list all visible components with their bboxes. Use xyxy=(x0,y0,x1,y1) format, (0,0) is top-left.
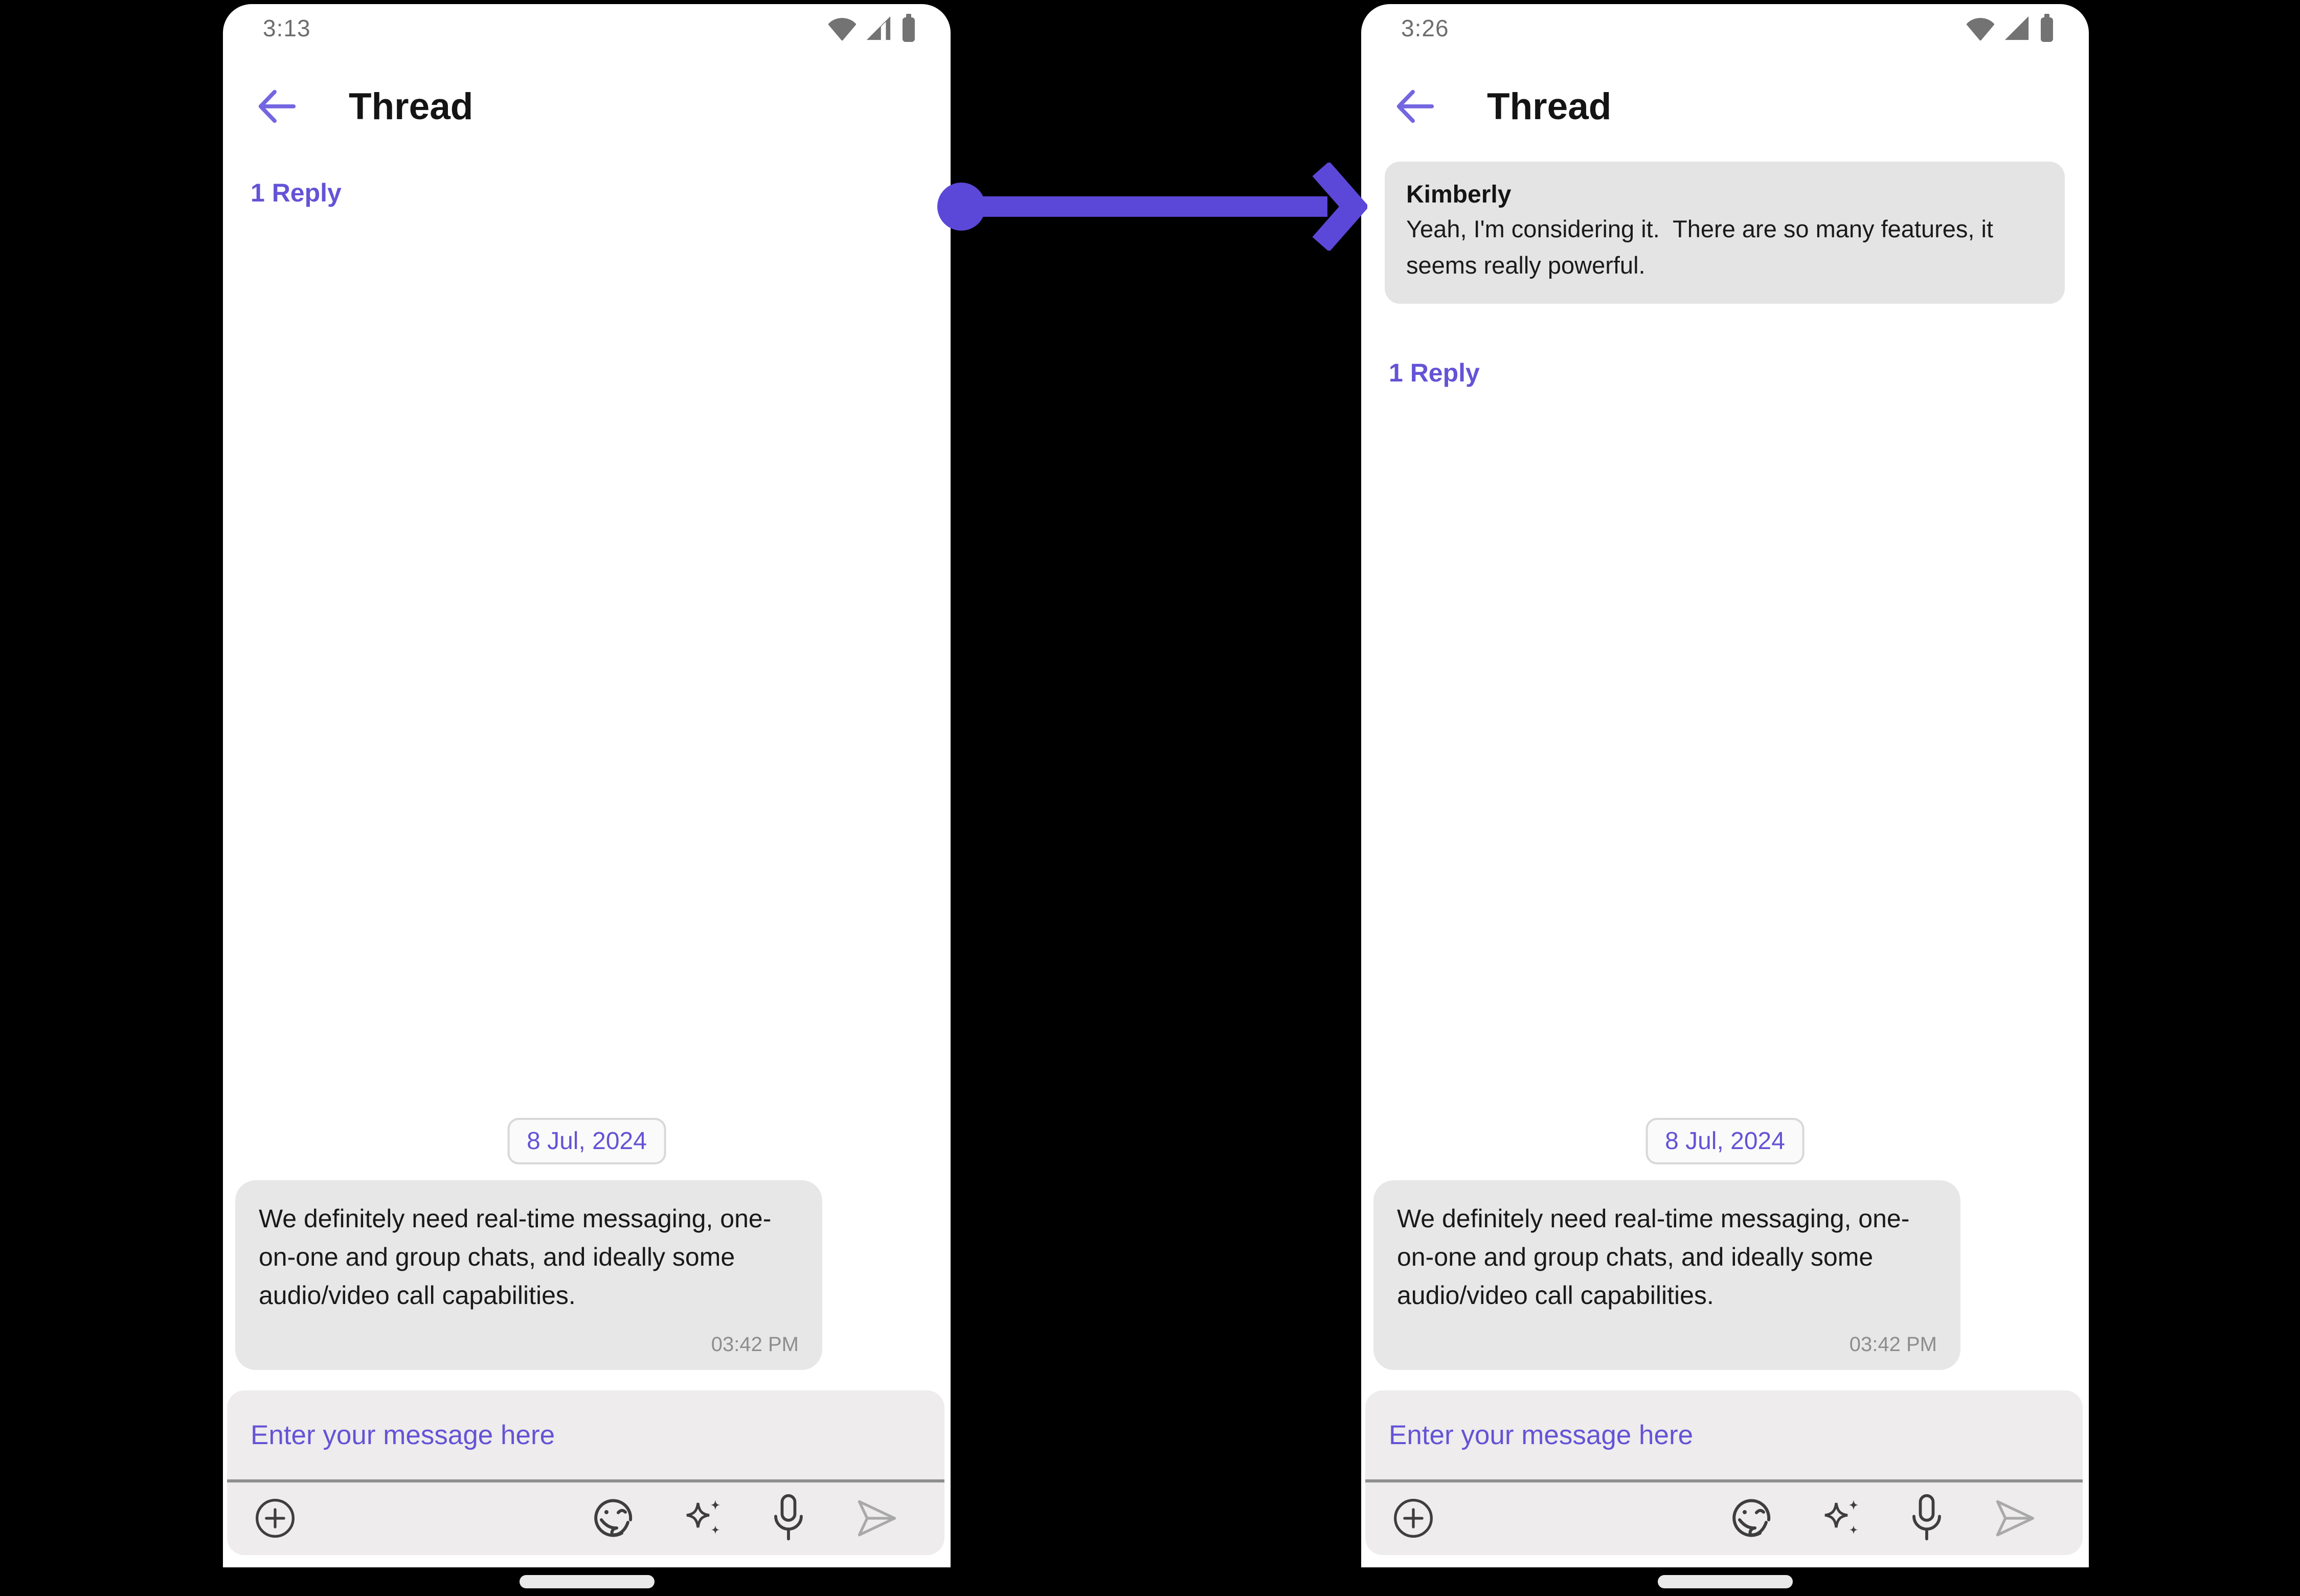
status-icons xyxy=(1966,13,2055,43)
ai-sparkle-icon[interactable] xyxy=(683,1496,724,1542)
microphone-icon[interactable] xyxy=(769,1493,808,1545)
date-chip: 8 Jul, 2024 xyxy=(507,1118,666,1164)
battery-icon xyxy=(2039,13,2055,43)
thread-message-text: Yeah, I'm considering it. There are so many features, it seems really powerful. xyxy=(1406,215,2000,279)
composer-field[interactable] xyxy=(1365,1390,2083,1479)
app-bar xyxy=(1392,75,2068,138)
message-input[interactable] xyxy=(250,1419,922,1451)
home-indicator[interactable] xyxy=(520,1575,655,1588)
cellular-signal-icon xyxy=(865,14,892,42)
sender-name: Kimberly xyxy=(1406,181,1512,208)
composer-right-icons xyxy=(1731,1493,2039,1545)
message-composer xyxy=(227,1390,944,1555)
thread-message-bubble[interactable] xyxy=(1385,162,2065,304)
send-icon[interactable] xyxy=(853,1495,900,1543)
composer-toolbar xyxy=(227,1482,944,1555)
page-title: Thread xyxy=(1487,85,1612,127)
back-arrow-icon[interactable] xyxy=(254,80,299,133)
phone-screen-before xyxy=(223,4,951,1567)
page-title: Thread xyxy=(349,85,473,127)
reply-count-link[interactable]: 1 Reply xyxy=(1389,358,1480,387)
wifi-icon xyxy=(1966,14,1995,42)
message-bubble[interactable] xyxy=(1373,1180,1960,1370)
status-time: 3:26 xyxy=(1401,15,1449,41)
send-icon[interactable] xyxy=(1992,1495,2039,1543)
add-attachment-icon[interactable] xyxy=(1392,1497,1435,1541)
phone-screen-after xyxy=(1361,4,2089,1567)
message-timestamp: 03:42 PM xyxy=(1849,1333,1937,1356)
message-text: We definitely need real-time messaging, one-on-one and group chats, and ideally some audio/video call capabilities. xyxy=(1397,1204,1910,1310)
composer-right-icons xyxy=(593,1493,900,1545)
message-text: We definitely need real-time messaging, one-on-one and group chats, and ideally some audio/video call capabilities. xyxy=(259,1204,772,1310)
status-icons xyxy=(828,13,917,43)
home-indicator[interactable] xyxy=(1658,1575,1793,1588)
app-bar xyxy=(254,75,930,138)
message-composer xyxy=(1365,1390,2083,1555)
sticker-emoji-icon[interactable] xyxy=(1731,1496,1776,1542)
ai-sparkle-icon[interactable] xyxy=(1821,1496,1862,1542)
composer-field[interactable] xyxy=(227,1390,944,1479)
battery-icon xyxy=(900,13,917,43)
status-bar xyxy=(263,10,917,46)
back-arrow-icon[interactable] xyxy=(1392,80,1437,133)
status-bar xyxy=(1401,10,2055,46)
reply-count-link[interactable]: 1 Reply xyxy=(251,178,342,207)
message-bubble[interactable] xyxy=(235,1180,822,1370)
message-input[interactable] xyxy=(1388,1419,2060,1451)
flow-arrow-icon xyxy=(935,163,1367,251)
cellular-signal-icon xyxy=(2003,14,2031,42)
wifi-icon xyxy=(828,14,856,42)
microphone-icon[interactable] xyxy=(1907,1493,1947,1545)
add-attachment-icon[interactable] xyxy=(254,1497,297,1541)
sticker-emoji-icon[interactable] xyxy=(593,1496,638,1542)
composer-toolbar xyxy=(1365,1482,2083,1555)
status-time: 3:13 xyxy=(263,15,311,41)
message-timestamp: 03:42 PM xyxy=(711,1333,799,1356)
date-chip: 8 Jul, 2024 xyxy=(1645,1118,1805,1164)
